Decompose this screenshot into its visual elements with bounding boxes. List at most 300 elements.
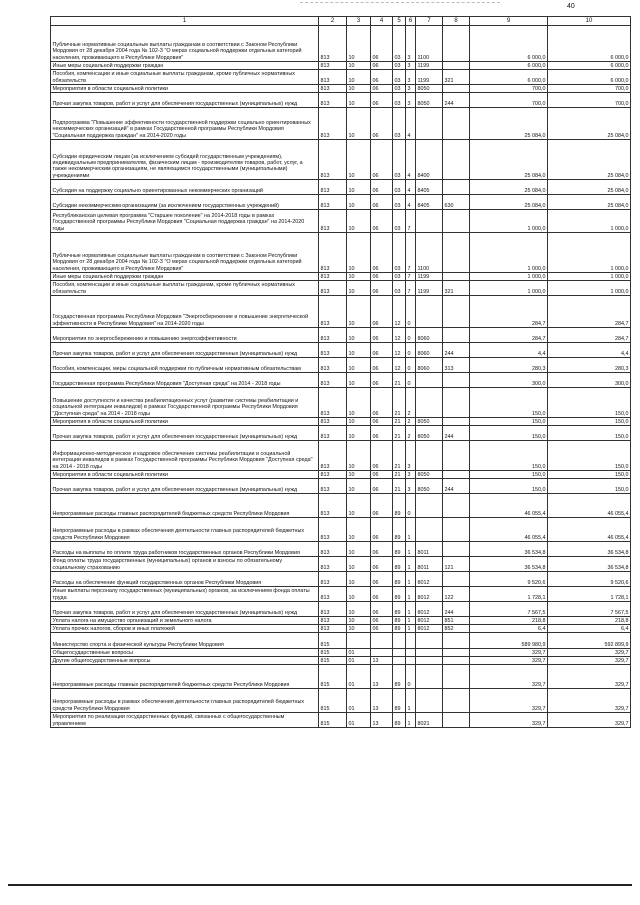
cell-amount-2014: 218,8 (470, 617, 548, 625)
cell-cs-sub: 1 (406, 689, 416, 713)
cell-pr (371, 649, 393, 657)
cell-vr (443, 62, 470, 70)
cell-gr: 813 (319, 441, 347, 471)
cell-gr: 815 (319, 633, 347, 649)
cell-amount-2015: 46 055,4 (548, 494, 631, 518)
cell-vr (443, 713, 470, 728)
cell-cs-program: 89 (393, 602, 406, 617)
cell-gr: 813 (319, 85, 347, 93)
cell-amount-2014: 36 534,8 (470, 557, 548, 572)
cell-rz: 10 (347, 388, 371, 418)
cell-amount-2014: 329,7 (470, 713, 548, 728)
cell-cs-sub (406, 657, 416, 665)
cell-amount-2014: 36 534,8 (470, 542, 548, 557)
cell-cs-program: 21 (393, 373, 406, 388)
cell-cs-item: 8050 (416, 93, 443, 108)
cell-cs-sub: 1 (406, 557, 416, 572)
cell-vr (443, 296, 470, 328)
cell-cs-item: 8060 (416, 328, 443, 343)
cell-vr (443, 572, 470, 587)
table-row (51, 494, 631, 518)
cell-pr: 06 (371, 602, 393, 617)
cell-pr: 13 (371, 713, 393, 728)
table-row (51, 649, 631, 657)
cell-cs-program: 03 (393, 85, 406, 93)
cell-amount-2014: 329,7 (470, 657, 548, 665)
cell-cs-sub: 7 (406, 281, 416, 296)
cell-gr: 813 (319, 494, 347, 518)
cell-amount-2015: 25 084,0 (548, 108, 631, 140)
cell-name: Прочая закупка товаров, работ и услуг для обеспечения государственных (муниципальных) нужд (51, 93, 319, 108)
cell-amount-2015: 329,7 (548, 649, 631, 657)
cell-cs-sub: 4 (406, 140, 416, 180)
cell-vr: 321 (443, 281, 470, 296)
cell-pr: 06 (371, 296, 393, 328)
cell-amount-2014: 150,0 (470, 441, 548, 471)
cell-rz: 10 (347, 418, 371, 426)
cell-rz: 10 (347, 195, 371, 210)
cell-cs-program: 89 (393, 542, 406, 557)
cell-gr: 813 (319, 587, 347, 602)
cell-pr: 13 (371, 657, 393, 665)
cell-name: Республиканская целевая программа "Старшее поколение" на 2014-2018 годы в рамках Государственной программы Республики Мордовия "Социальная поддержка граждан" на 2014-2020 годы (51, 210, 319, 233)
cell-cs-program: 21 (393, 479, 406, 494)
cell-vr (443, 518, 470, 542)
cell-cs-sub: 0 (406, 343, 416, 358)
cell-amount-2015: 6 000,0 (548, 70, 631, 85)
table-row (51, 542, 631, 557)
table-row (51, 418, 631, 426)
cell-gr: 813 (319, 518, 347, 542)
cell-amount-2014: 1 000,0 (470, 281, 548, 296)
table-row (51, 62, 631, 70)
cell-name: Иные выплаты персоналу государственных (муниципальных) органов, за исключением фонда оплаты труда (51, 587, 319, 602)
table-row (51, 195, 631, 210)
cell-amount-2015: 25 084,0 (548, 195, 631, 210)
table-row (51, 358, 631, 373)
table-row (51, 281, 631, 296)
cell-amount-2015: 1 000,0 (548, 273, 631, 281)
table-row (51, 140, 631, 180)
table-row (51, 93, 631, 108)
cell-pr: 06 (371, 617, 393, 625)
cell-gr: 813 (319, 617, 347, 625)
cell-vr (443, 633, 470, 649)
cell-pr: 06 (371, 518, 393, 542)
cell-pr: 06 (371, 180, 393, 195)
cell-cs-sub: 1 (406, 518, 416, 542)
cell-gr: 815 (319, 665, 347, 689)
table-row (51, 108, 631, 140)
cell-name: Прочая закупка товаров, работ и услуг для обеспечения государственных (муниципальных) нужд (51, 426, 319, 441)
cell-vr: 121 (443, 557, 470, 572)
cell-cs-item: 8060 (416, 343, 443, 358)
cell-vr (443, 542, 470, 557)
cell-name: Мероприятия в области социальной политики (51, 85, 319, 93)
cell-pr: 06 (371, 494, 393, 518)
cell-cs-item: 8011 (416, 542, 443, 557)
cell-rz: 10 (347, 557, 371, 572)
cell-amount-2015: 700,0 (548, 93, 631, 108)
cell-vr: 244 (443, 93, 470, 108)
cell-name: Иные меры социальной поддержки граждан (51, 273, 319, 281)
cell-pr: 06 (371, 426, 393, 441)
cell-amount-2014: 6 000,0 (470, 70, 548, 85)
table-row (51, 602, 631, 617)
cell-amount-2014: 9 520,6 (470, 572, 548, 587)
column-header-amount-2015: 10 (548, 17, 631, 26)
cell-cs-sub: 3 (406, 479, 416, 494)
cell-rz: 10 (347, 26, 371, 62)
cell-amount-2015: 1 000,0 (548, 210, 631, 233)
cell-amount-2015: 329,7 (548, 689, 631, 713)
cell-amount-2015: 1 000,0 (548, 281, 631, 296)
cell-cs-program: 03 (393, 93, 406, 108)
cell-rz: 10 (347, 572, 371, 587)
cell-vr (443, 471, 470, 479)
cell-gr: 813 (319, 426, 347, 441)
cell-name: Иные меры социальной поддержки граждан (51, 62, 319, 70)
column-header-name: 1 (51, 17, 319, 26)
cell-name: Пособия, компенсации и иные социальные выплаты гражданам, кроме публичных нормативных обязательств (51, 70, 319, 85)
cell-gr: 813 (319, 210, 347, 233)
cell-amount-2015: 9 520,6 (548, 572, 631, 587)
cell-cs-program (393, 657, 406, 665)
cell-cs-sub: 2 (406, 426, 416, 441)
cell-amount-2015: 7 567,5 (548, 602, 631, 617)
cell-rz: 10 (347, 373, 371, 388)
cell-name: Прочая закупка товаров, работ и услуг для обеспечения государственных (муниципальных) нужд (51, 479, 319, 494)
cell-amount-2014: 1 000,0 (470, 273, 548, 281)
cell-vr (443, 657, 470, 665)
cell-name: Публичные нормативные социальные выплаты гражданам в соответствии с Законом Республики Мордовия от 28 декабря 2004 года № 102-З "О мерах социальной поддержки отдельных категорий населения, проживающего в Республике Мордовия" (51, 26, 319, 62)
cell-amount-2015: 6 000,0 (548, 26, 631, 62)
cell-amount-2015: 300,0 (548, 373, 631, 388)
cell-gr: 813 (319, 70, 347, 85)
cell-amount-2014: 150,0 (470, 471, 548, 479)
cell-gr: 813 (319, 602, 347, 617)
cell-vr: 852 (443, 625, 470, 633)
table-row (51, 328, 631, 343)
cell-name: Мероприятия в области социальной политики (51, 471, 319, 479)
cell-pr: 13 (371, 689, 393, 713)
cell-name: Государственная программа Республики Мордовия "Доступная среда" на 2014 - 2018 годы (51, 373, 319, 388)
cell-cs-sub: 0 (406, 665, 416, 689)
cell-pr: 06 (371, 479, 393, 494)
cell-cs-sub: 3 (406, 85, 416, 93)
cell-gr: 813 (319, 26, 347, 62)
cell-cs-item: 8011 (416, 557, 443, 572)
cell-amount-2015: 1 728,1 (548, 587, 631, 602)
cell-gr: 813 (319, 557, 347, 572)
cell-name: Информационно-методическое и кадровое обеспечение системы реабилитации и социальной интеграции инвалидов в рамках Государственной программы Республики Мордовия "Доступная среда" на 2014 - 2018 годы (51, 441, 319, 471)
cell-cs-item: 8021 (416, 713, 443, 728)
cell-name: Пособия, компенсации, меры социальной поддержки по публичным нормативным обязательствам (51, 358, 319, 373)
cell-cs-item: 8405 (416, 180, 443, 195)
cell-cs-item: 8050 (416, 426, 443, 441)
cell-vr (443, 26, 470, 62)
table-row (51, 210, 631, 233)
cell-pr: 06 (371, 358, 393, 373)
cell-gr: 813 (319, 273, 347, 281)
cell-pr: 06 (371, 62, 393, 70)
cell-pr: 06 (371, 93, 393, 108)
cell-vr: 630 (443, 195, 470, 210)
cell-name: Повышение доступности и качества реабилитационных услуг (развитие системы реабилитации и социальной интеграции инвалидов) в рамках Государственной программы Республики Мордовия "Доступная среда" на 2014 - 2018 годы (51, 388, 319, 418)
cell-amount-2015: 6 000,0 (548, 62, 631, 70)
cell-name: Прочая закупка товаров, работ и услуг для обеспечения государственных (муниципальных) нужд (51, 343, 319, 358)
cell-vr (443, 441, 470, 471)
cell-cs-sub: 7 (406, 273, 416, 281)
cell-vr (443, 328, 470, 343)
cell-rz: 10 (347, 542, 371, 557)
cell-amount-2014: 150,0 (470, 426, 548, 441)
cell-rz: 10 (347, 441, 371, 471)
cell-pr (371, 633, 393, 649)
cell-cs-item: 8050 (416, 85, 443, 93)
cell-cs-program: 21 (393, 441, 406, 471)
table-row (51, 617, 631, 625)
cell-vr: 244 (443, 602, 470, 617)
cell-rz: 01 (347, 689, 371, 713)
cell-name: Пособия, компенсации и иные социальные выплаты гражданам, кроме публичных нормативных обязательств (51, 281, 319, 296)
cell-amount-2014: 1 000,0 (470, 233, 548, 273)
cell-cs-item (416, 388, 443, 418)
cell-cs-item: 1199 (416, 281, 443, 296)
cell-rz: 10 (347, 180, 371, 195)
cell-amount-2014: 1 728,1 (470, 587, 548, 602)
cell-cs-program: 89 (393, 625, 406, 633)
cell-cs-item: 1100 (416, 26, 443, 62)
cell-cs-program: 03 (393, 70, 406, 85)
cell-gr: 813 (319, 195, 347, 210)
cell-cs-program: 89 (393, 494, 406, 518)
cell-cs-sub: 1 (406, 572, 416, 587)
cell-rz (347, 633, 371, 649)
cell-amount-2014: 329,7 (470, 665, 548, 689)
cell-amount-2014: 329,7 (470, 689, 548, 713)
cell-cs-item (416, 210, 443, 233)
cell-gr: 813 (319, 296, 347, 328)
cell-rz: 10 (347, 625, 371, 633)
cell-rz: 10 (347, 587, 371, 602)
cell-name: Другие общегосударственные вопросы (51, 657, 319, 665)
cell-vr (443, 418, 470, 426)
cell-cs-item: 8012 (416, 587, 443, 602)
cell-name: Непрограммные расходы главных распорядителей бюджетных средств Республики Мордовия (51, 665, 319, 689)
cell-vr (443, 210, 470, 233)
cell-cs-item: 1199 (416, 70, 443, 85)
cell-pr: 06 (371, 210, 393, 233)
column-header-cs-sub: 6 (406, 17, 416, 26)
cell-amount-2014: 700,0 (470, 85, 548, 93)
cell-cs-sub: 2 (406, 418, 416, 426)
cell-cs-sub: 0 (406, 328, 416, 343)
cell-cs-program: 03 (393, 108, 406, 140)
cell-rz: 10 (347, 358, 371, 373)
cell-cs-program: 89 (393, 572, 406, 587)
cell-vr: 244 (443, 479, 470, 494)
table-row (51, 479, 631, 494)
cell-cs-program: 21 (393, 426, 406, 441)
cell-rz: 01 (347, 665, 371, 689)
cell-pr: 13 (371, 665, 393, 689)
cell-name: Расходы на выплаты по оплате труда работников государственных органов Республики Мордовия (51, 542, 319, 557)
cell-gr: 815 (319, 713, 347, 728)
cell-cs-sub: 0 (406, 358, 416, 373)
cell-amount-2014: 46 055,4 (470, 518, 548, 542)
cell-amount-2015: 700,0 (548, 85, 631, 93)
cell-rz: 10 (347, 471, 371, 479)
cell-cs-sub: 3 (406, 70, 416, 85)
cell-pr: 06 (371, 233, 393, 273)
cell-cs-program: 89 (393, 617, 406, 625)
cell-amount-2015: 46 055,4 (548, 518, 631, 542)
cell-cs-program: 12 (393, 296, 406, 328)
cell-cs-sub: 4 (406, 108, 416, 140)
cell-vr (443, 494, 470, 518)
cell-amount-2014: 280,3 (470, 358, 548, 373)
cell-rz: 10 (347, 108, 371, 140)
cell-rz: 10 (347, 602, 371, 617)
cell-amount-2015: 150,0 (548, 418, 631, 426)
cell-rz: 01 (347, 713, 371, 728)
cell-cs-item: 8050 (416, 471, 443, 479)
cell-pr: 06 (371, 85, 393, 93)
cell-amount-2015: 280,3 (548, 358, 631, 373)
cell-cs-item: 8012 (416, 625, 443, 633)
cell-name: Фонд оплаты труда государственных (муниципальных) органов и взносы по обязательному социальному страхованию (51, 557, 319, 572)
cell-vr (443, 233, 470, 273)
cell-name: Публичные нормативные социальные выплаты гражданам в соответствии с Законом Республики Мордовия от 28 декабря 2004 года № 102-З "О мерах социальной поддержки отдельных категорий населения, проживающего в Республике Мордовия" (51, 233, 319, 273)
cell-pr: 06 (371, 373, 393, 388)
cell-cs-item (416, 373, 443, 388)
cell-amount-2014: 150,0 (470, 479, 548, 494)
cell-rz: 10 (347, 494, 371, 518)
cell-vr: 313 (443, 358, 470, 373)
cell-cs-program: 21 (393, 471, 406, 479)
cell-cs-program: 03 (393, 273, 406, 281)
cell-name: Непрограммные расходы в рамках обеспечения деятельности главных распорядителей бюджетных средств Республики Мордовия (51, 518, 319, 542)
cell-amount-2015: 284,7 (548, 328, 631, 343)
cell-cs-item: 1199 (416, 62, 443, 70)
cell-cs-program (393, 649, 406, 657)
cell-gr: 813 (319, 343, 347, 358)
scan-artifact-line (300, 2, 500, 3)
cell-cs-item: 8050 (416, 479, 443, 494)
cell-rz: 10 (347, 426, 371, 441)
table-row (51, 70, 631, 85)
cell-pr: 06 (371, 195, 393, 210)
cell-amount-2015: 150,0 (548, 479, 631, 494)
cell-cs-item: 8060 (416, 358, 443, 373)
cell-gr: 815 (319, 649, 347, 657)
cell-amount-2015: 284,7 (548, 296, 631, 328)
cell-vr (443, 689, 470, 713)
cell-name: Субсидии юридическим лицам (за исключением субсидий государственным учреждениям), индивидуальным предпринимателям, физическим лицам - производителям товаров, работ, услуг, а также некоммерческим организациям, не являющимся государственными (муниципальными) учреждениями (51, 140, 319, 180)
cell-cs-sub: 4 (406, 195, 416, 210)
cell-gr: 813 (319, 479, 347, 494)
table-row (51, 273, 631, 281)
cell-amount-2015: 1 000,0 (548, 233, 631, 273)
cell-cs-item (416, 494, 443, 518)
cell-gr: 815 (319, 657, 347, 665)
cell-gr: 813 (319, 542, 347, 557)
table-row (51, 296, 631, 328)
cell-rz: 10 (347, 296, 371, 328)
cell-pr: 06 (371, 557, 393, 572)
cell-name: Общегосударственные вопросы (51, 649, 319, 657)
cell-amount-2014: 7 567,5 (470, 602, 548, 617)
cell-cs-sub: 1 (406, 602, 416, 617)
cell-cs-sub: 3 (406, 26, 416, 62)
cell-name: Субсидии некоммерческим организациям (за исключением государственных учреждений) (51, 195, 319, 210)
cell-amount-2015: 329,7 (548, 713, 631, 728)
cell-cs-sub: 7 (406, 210, 416, 233)
cell-cs-program: 12 (393, 328, 406, 343)
cell-cs-program: 89 (393, 518, 406, 542)
cell-name: Подпрограмма "Повышение эффективности государственной поддержки социально ориентированных некоммерческих организаций" в рамках Государственной программы Республики Мордовия "Социальная поддержка граждан" на 2014-2020 годы (51, 108, 319, 140)
table-row (51, 657, 631, 665)
cell-name: Непрограммные расходы в рамках обеспечения деятельности главных распорядителей бюджетных средств Республики Мордовия (51, 689, 319, 713)
table-row (51, 343, 631, 358)
cell-name: Уплата прочих налогов, сборов и иных платежей (51, 625, 319, 633)
column-header-gr: 2 (319, 17, 347, 26)
cell-cs-sub (406, 633, 416, 649)
cell-amount-2014: 284,7 (470, 328, 548, 343)
table-row (51, 572, 631, 587)
cell-cs-sub: 1 (406, 587, 416, 602)
cell-vr: 122 (443, 587, 470, 602)
cell-rz: 10 (347, 62, 371, 70)
table-row (51, 587, 631, 602)
table-row (51, 518, 631, 542)
cell-pr: 06 (371, 572, 393, 587)
cell-rz: 10 (347, 518, 371, 542)
cell-amount-2014: 589 980,9 (470, 633, 548, 649)
cell-pr: 06 (371, 542, 393, 557)
cell-name: Мероприятия по энергосбережению и повышению энергоэффективности (51, 328, 319, 343)
cell-vr (443, 665, 470, 689)
table-row (51, 665, 631, 689)
column-number-header (51, 17, 631, 26)
cell-gr: 813 (319, 233, 347, 273)
cell-cs-item (416, 108, 443, 140)
cell-rz: 10 (347, 70, 371, 85)
cell-pr: 06 (371, 388, 393, 418)
cell-amount-2015: 592 899,9 (548, 633, 631, 649)
cell-cs-program: 03 (393, 180, 406, 195)
cell-pr: 06 (371, 625, 393, 633)
cell-pr: 06 (371, 281, 393, 296)
cell-name: Субсидия на поддержку социально ориентированных некоммерческих организаций (51, 180, 319, 195)
cell-gr: 813 (319, 625, 347, 633)
cell-cs-item (416, 689, 443, 713)
cell-amount-2015: 36 534,8 (548, 557, 631, 572)
table-row (51, 633, 631, 649)
column-header-rz: 3 (347, 17, 371, 26)
cell-gr: 813 (319, 328, 347, 343)
cell-cs-item: 8012 (416, 617, 443, 625)
cell-vr: 244 (443, 426, 470, 441)
cell-amount-2014: 6 000,0 (470, 26, 548, 62)
table-row (51, 388, 631, 418)
cell-gr: 813 (319, 373, 347, 388)
cell-cs-program: 89 (393, 689, 406, 713)
cell-cs-program: 89 (393, 713, 406, 728)
cell-pr: 06 (371, 26, 393, 62)
cell-gr: 813 (319, 572, 347, 587)
